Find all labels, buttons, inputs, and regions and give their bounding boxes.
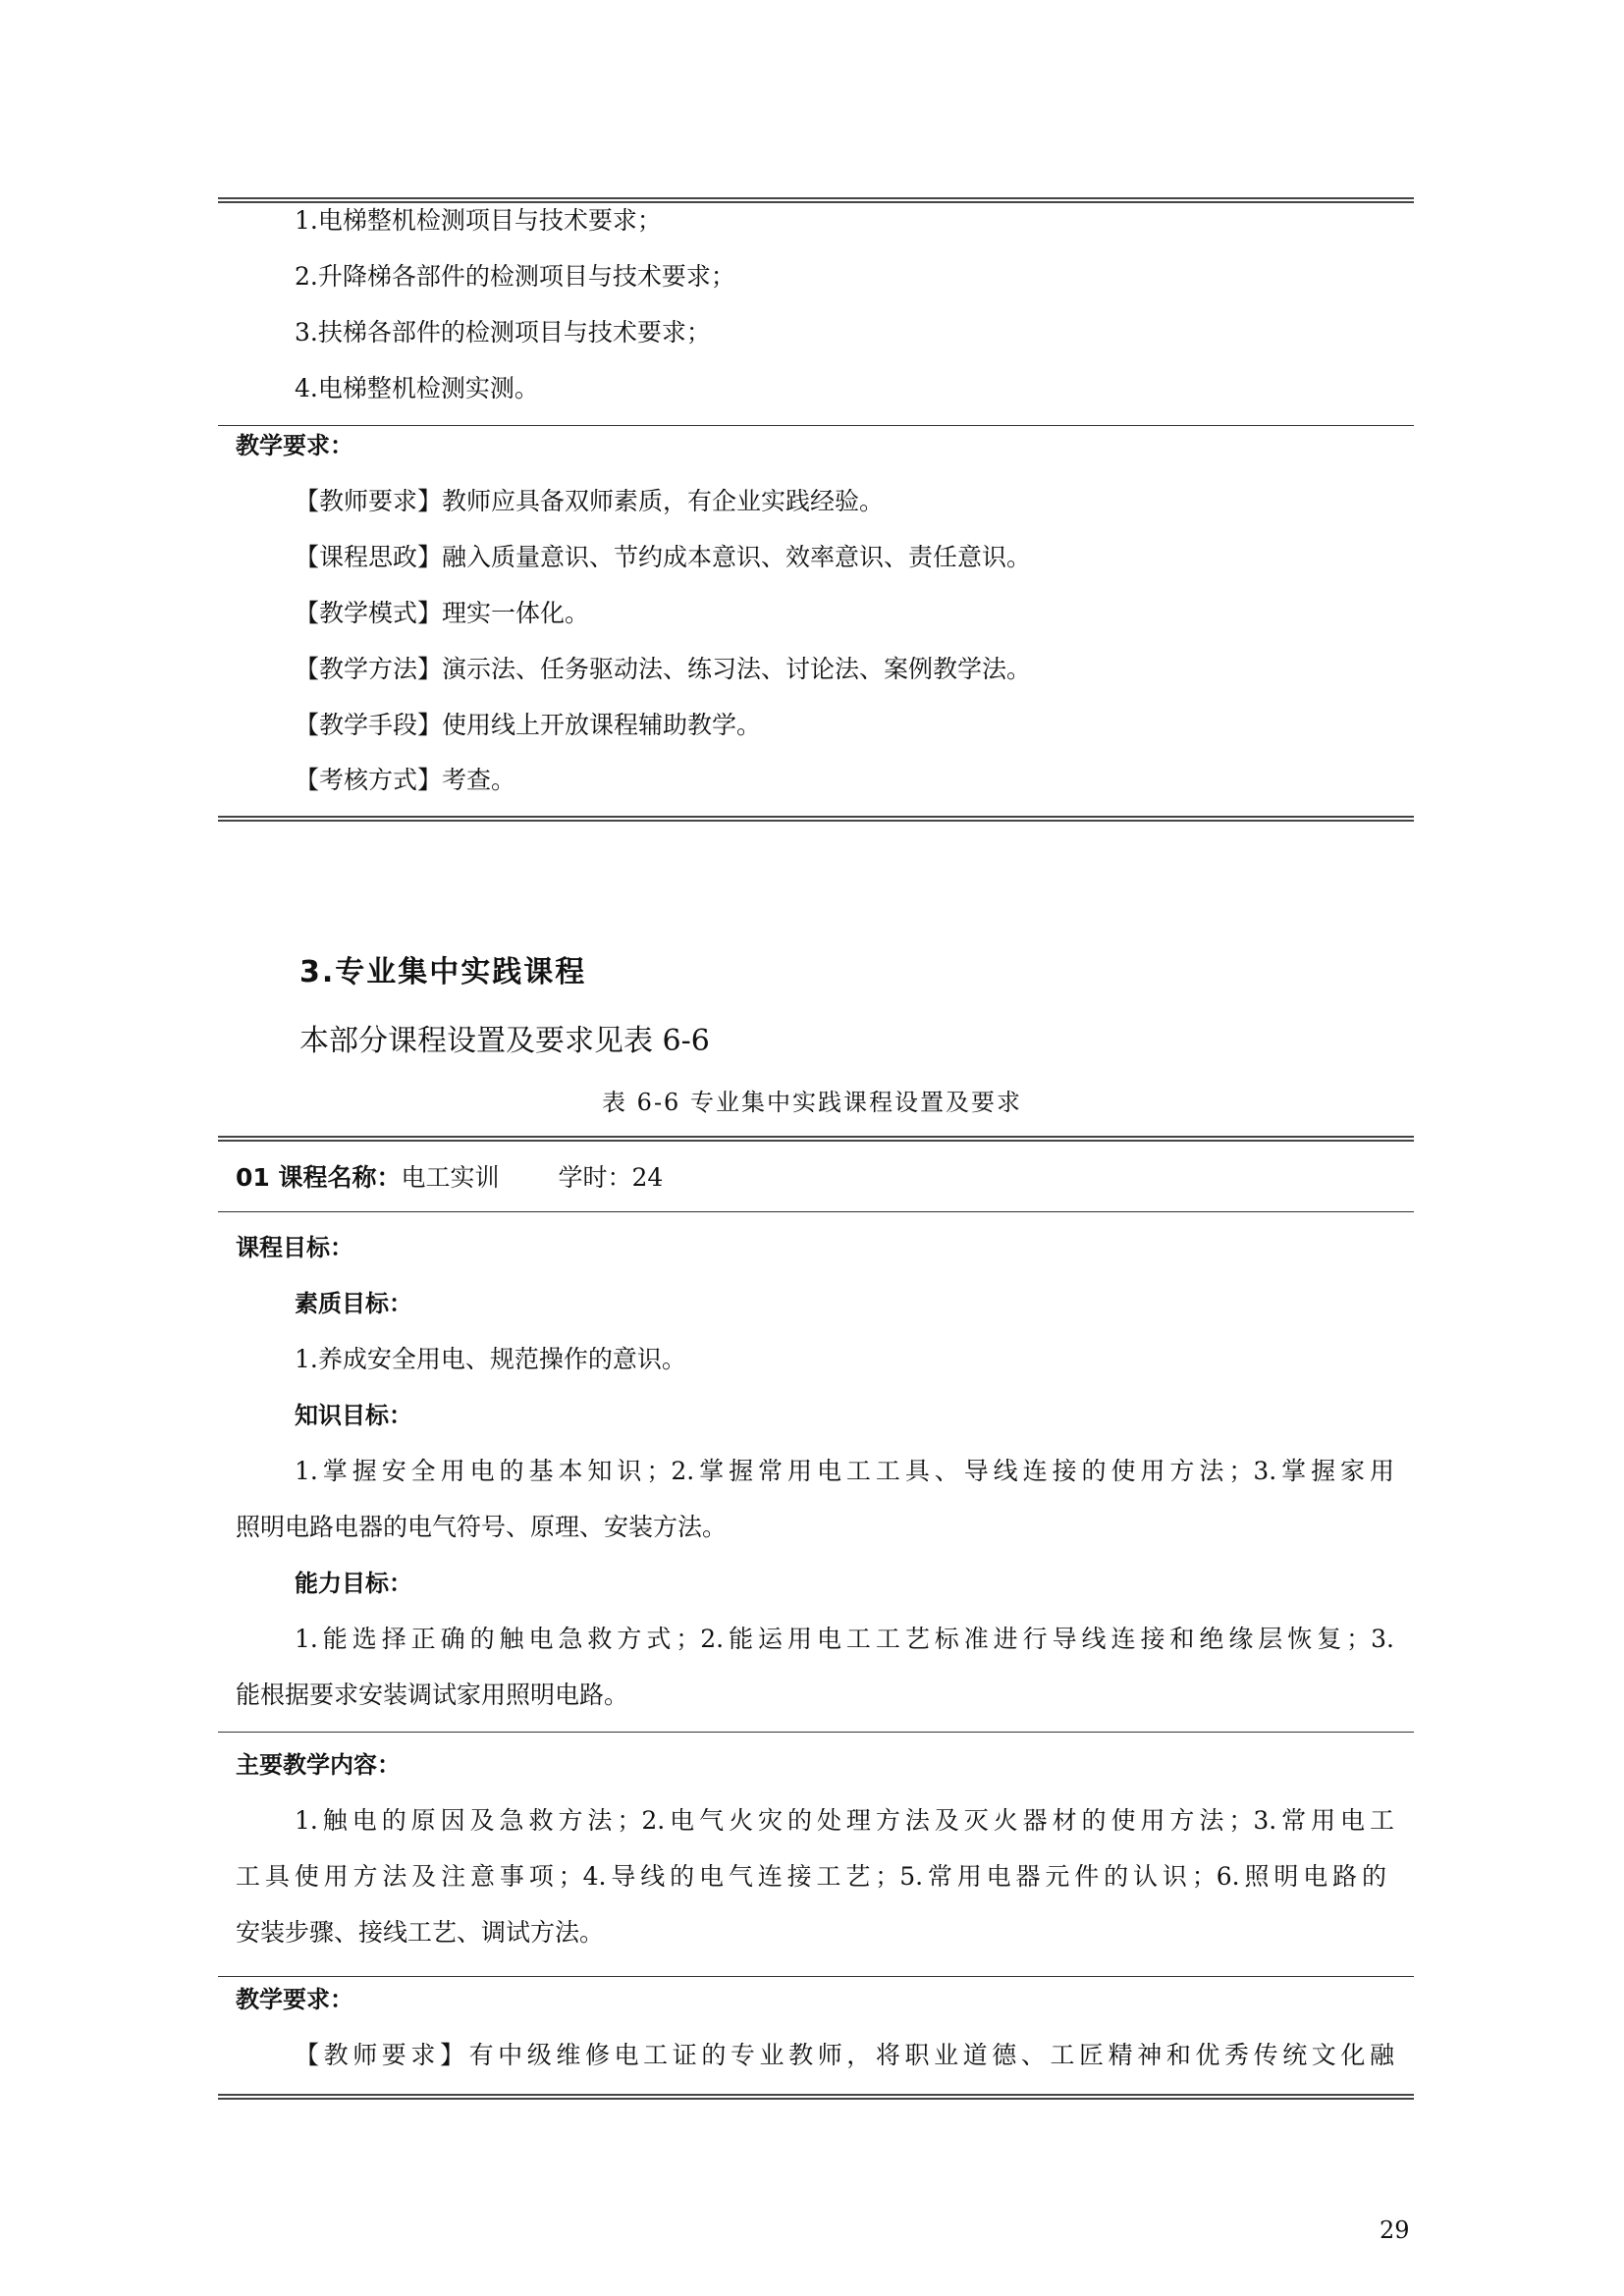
course-number-label: 01 课程名称：: [236, 1163, 402, 1192]
content-item: 4.电梯整机检测实测。: [295, 374, 539, 402]
requirements-heading: 教学要求：: [236, 432, 353, 459]
row-divider: [218, 1976, 1414, 1977]
row-divider: [218, 425, 1414, 426]
table-bottom-rule: [218, 2094, 1414, 2100]
requirement-item: 【课程思政】融入质量意识、节约成本意识、效率意识、责任意识。: [295, 543, 1032, 571]
course-name: 电工实训: [401, 1163, 500, 1192]
requirement-item: 【考核方式】考查。: [295, 766, 516, 794]
ability-heading: 能力目标：: [295, 1570, 412, 1597]
course-title-row: [236, 1158, 663, 1194]
knowledge-text: 1.掌握安全用电的基本知识；2.掌握常用电工工具、导线连接的使用方法；3.掌握家用: [295, 1457, 1394, 1485]
requirements-heading: 教学要求：: [236, 1986, 353, 2013]
page-number: 29: [1380, 2216, 1410, 2244]
content-text: 安装步骤、接线工艺、调试方法。: [236, 1918, 605, 1947]
table-top-rule: [218, 197, 1414, 203]
content-text: 1.触电的原因及急救方法；2.电气火灾的处理方法及灭火器材的使用方法；3.常用电工: [295, 1806, 1394, 1835]
objectives-heading: 课程目标：: [236, 1234, 353, 1261]
ability-text: 能根据要求安装调试家用照明电路。: [236, 1681, 629, 1709]
content-heading: 主要教学内容：: [236, 1751, 401, 1779]
row-divider: [218, 1732, 1414, 1733]
content-item: 2.升降梯各部件的检测项目与技术要求；: [295, 262, 735, 291]
content-item: 3.扶梯各部件的检测项目与技术要求；: [295, 318, 711, 347]
row-divider: [218, 1211, 1414, 1212]
teacher-requirement: 【教师要求】有中级维修电工证的专业教师，将职业道德、工匠精神和优秀传统文化融: [295, 2041, 1394, 2069]
section-title: 3.专业集中实践课程: [299, 955, 587, 989]
content-item: 1.电梯整机检测项目与技术要求；: [295, 206, 662, 235]
quality-heading: 素质目标：: [295, 1290, 412, 1317]
ability-text: 1.能选择正确的触电急救方式；2.能运用电工工艺标准进行导线连接和绝缘层恢复；3.: [295, 1625, 1394, 1653]
section-intro: 本部分课程设置及要求见表 6-6: [299, 1024, 710, 1058]
requirement-item: 【教学方法】演示法、任务驱动法、练习法、讨论法、案例教学法。: [295, 655, 1032, 683]
content-text: 工具使用方法及注意事项；4.导线的电气连接工艺；5.常用电器元件的认识；6.照明电路的: [236, 1862, 1386, 1891]
table-top-rule: [218, 1136, 1414, 1142]
requirement-item: 【教学手段】使用线上开放课程辅助教学。: [295, 711, 762, 739]
table-caption: 表 6-6 专业集中实践课程设置及要求: [602, 1089, 1022, 1116]
quality-text: 1.养成安全用电、规范操作的意识。: [295, 1345, 686, 1373]
knowledge-text: 照明电路电器的电气符号、原理、安装方法。: [236, 1513, 728, 1541]
knowledge-heading: 知识目标：: [295, 1402, 412, 1429]
hours-label: 学时：: [558, 1163, 632, 1192]
hours-value: 24: [631, 1163, 664, 1192]
table-bottom-rule: [218, 816, 1414, 822]
requirement-item: 【教师要求】教师应具备双师素质，有企业实践经验。: [295, 487, 885, 515]
requirement-item: 【教学模式】理实一体化。: [295, 599, 590, 627]
